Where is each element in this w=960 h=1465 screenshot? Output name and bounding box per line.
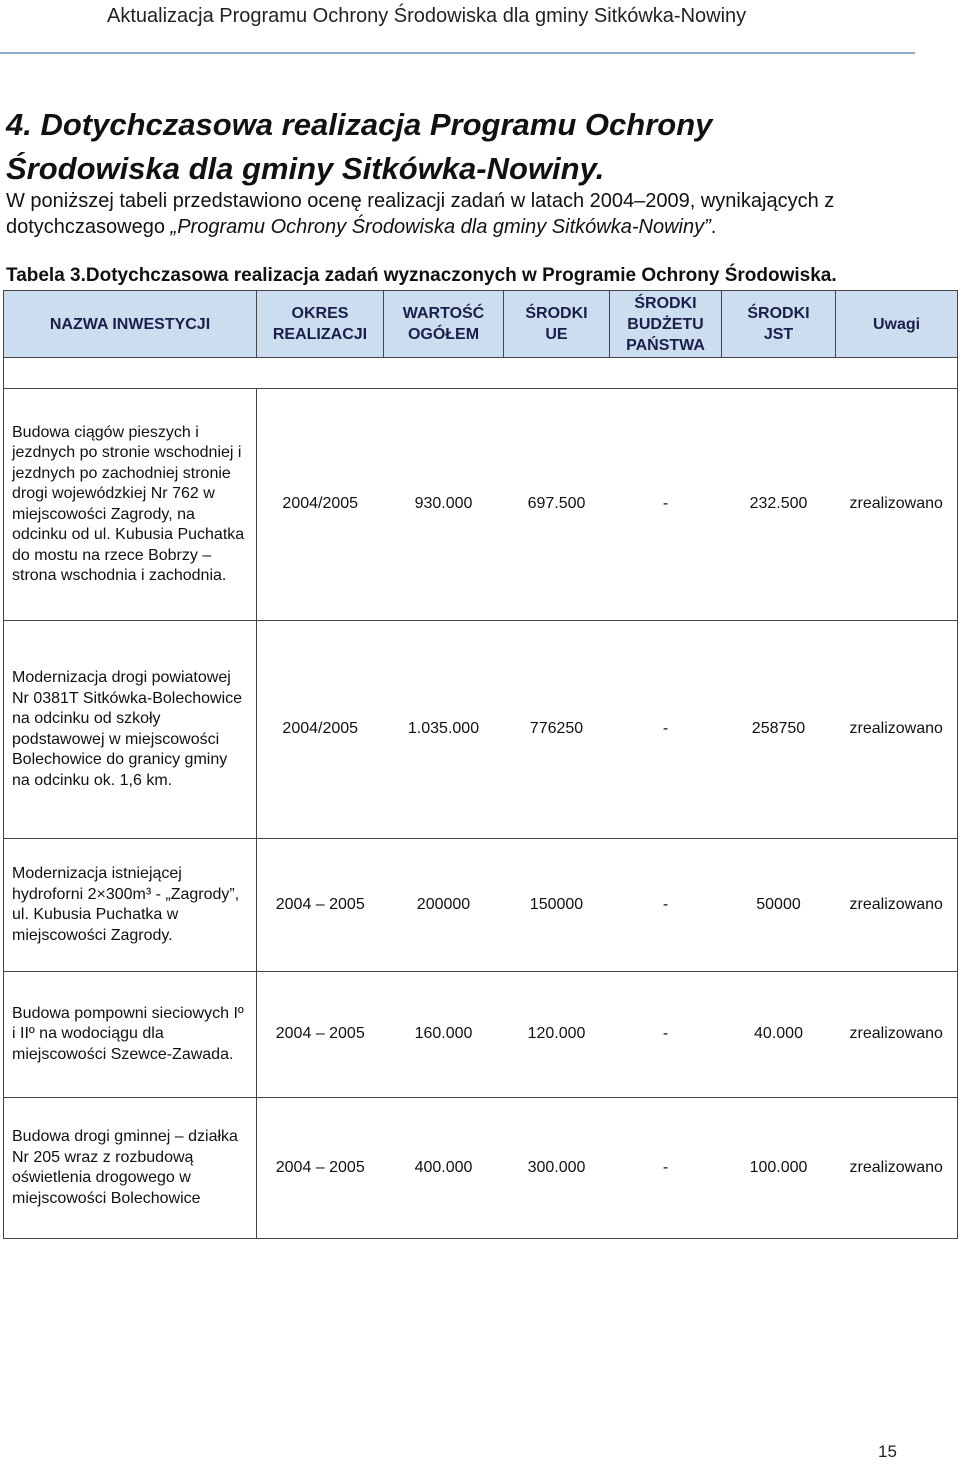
cell-ue: 300.000: [504, 1098, 610, 1239]
cell-period: 2004 – 2005: [257, 1098, 384, 1239]
cell-total: 1.035.000: [384, 621, 504, 839]
header-ue: ŚRODKI UE: [504, 291, 610, 358]
cell-name: Modernizacja drogi powiatowej Nr 0381T Sitkówka-Bolechowice na odcinku od szkoły podstawowej w miejscowości Bolechowice do granicy gminy na odcinku ok. 1,6 km.: [4, 621, 257, 839]
header-period: OKRES REALIZACJI: [257, 291, 384, 358]
table-row: [4, 972, 958, 1098]
cell-jst: 40.000: [722, 972, 836, 1098]
cell-total: 200000: [384, 839, 504, 972]
cell-jst: 50000: [722, 839, 836, 972]
cell-total: 930.000: [384, 389, 504, 621]
cell-period: 2004 – 2005: [257, 972, 384, 1098]
cell-period: 2004 – 2005: [257, 839, 384, 972]
section-title-line2: Środowiska dla gminy Sitkówka-Nowiny.: [6, 151, 605, 186]
header-name: NAZWA INWESTYCJI: [4, 291, 257, 358]
section-title: [6, 103, 906, 191]
table-header-row: [4, 291, 958, 358]
cell-total: 400.000: [384, 1098, 504, 1239]
cell-state: -: [610, 839, 722, 972]
cell-name: Budowa ciągów pieszych i jezdnych po stronie wschodniej i jezdnych po zachodniej stronie drogi wojewódzkiej Nr 762 w miejscowości Zagrody, na odcinku od ul. Kubusia Puchatka do mostu na rzece Bobrzy – strona wschodnia i zachodnia.: [4, 389, 257, 621]
cell-ue: 697.500: [504, 389, 610, 621]
cell-state: -: [610, 1098, 722, 1239]
intro-period: .: [710, 216, 717, 238]
header-total: WARTOŚĆ OGÓŁEM: [384, 291, 504, 358]
table-row: [4, 1098, 958, 1239]
table-caption: Tabela 3.Dotychczasowa realizacja zadań wyznaczonych w Programie Ochrony Środowiska.: [6, 265, 837, 286]
cell-name: Budowa pompowni sieciowych Iº i IIº na wodociągu dla miejscowości Szewce-Zawada.: [4, 972, 257, 1098]
page-number: 15: [878, 1442, 897, 1461]
cell-notes: zrealizowano: [836, 621, 958, 839]
cell-ue: 150000: [504, 839, 610, 972]
running-header: [0, 0, 915, 54]
table-row: [4, 389, 958, 621]
header-spacer-row: [4, 358, 958, 389]
cell-notes: zrealizowano: [836, 389, 958, 621]
cell-name: Budowa drogi gminnej – działka Nr 205 wraz z rozbudową oświetlenia drogowego w miejscowości Bolechowice: [4, 1098, 257, 1239]
cell-ue: 776250: [504, 621, 610, 839]
running-header-title: Aktualizacja Programu Ochrony Środowiska dla gminy Sitkówka-Nowiny: [107, 5, 747, 27]
cell-state: -: [610, 389, 722, 621]
table-row: [4, 839, 958, 972]
cell-notes: zrealizowano: [836, 972, 958, 1098]
intro-text: W poniższej tabeli przedstawiono ocenę realizacji zadań w latach 2004–2009, wynikających z dotychczasowego: [6, 190, 835, 238]
header-notes: Uwagi: [836, 291, 958, 358]
investments-table: [3, 290, 958, 1239]
section-title-line1: 4. Dotychczasowa realizacja Programu Ochrony: [6, 107, 713, 142]
cell-name: Modernizacja istniejącej hydroforni 2×300m³ - „Zagrody”, ul. Kubusia Puchatka w miejscowości Zagrody.: [4, 839, 257, 972]
cell-state: -: [610, 972, 722, 1098]
table-row: [4, 621, 958, 839]
cell-ue: 120.000: [504, 972, 610, 1098]
cell-period: 2004/2005: [257, 389, 384, 621]
header-jst: ŚRODKI JST: [722, 291, 836, 358]
intro-program-name: „Programu Ochrony Środowiska dla gminy Sitkówka-Nowiny”: [170, 216, 711, 238]
header-state: ŚRODKI BUDŻETU PAŃSTWA: [610, 291, 722, 358]
cell-state: -: [610, 621, 722, 839]
cell-total: 160.000: [384, 972, 504, 1098]
cell-period: 2004/2005: [257, 621, 384, 839]
cell-notes: zrealizowano: [836, 839, 958, 972]
cell-jst: 232.500: [722, 389, 836, 621]
intro-paragraph: [6, 188, 936, 240]
cell-jst: 100.000: [722, 1098, 836, 1239]
cell-jst: 258750: [722, 621, 836, 839]
cell-notes: zrealizowano: [836, 1098, 958, 1239]
